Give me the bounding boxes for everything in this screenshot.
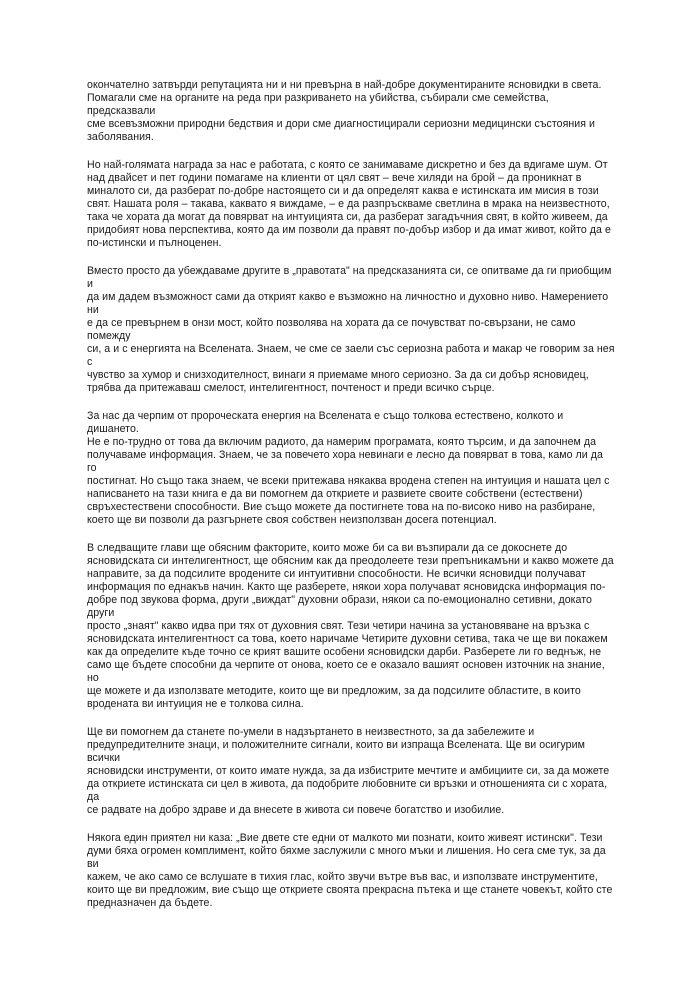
page-body [87,79,615,925]
paragraph-1: окончателно затвърди репутацията ни и ни превърна в най-добре документираните ясновидки в света. Помагали сме на органите на реда при разкриването на убийства, събирали сме семейства, предсказвали сме всевъзможни природни бедствия и дори сме диагностицирали сериозни медицински състояния и заболявания. [87,79,602,143]
paragraph-6: Ще ви помогнем да станете по-умели в надзъртането в неизвестното, за да забележите и предупредителните знаци, и положителните сигнали, които ви изпраща Вселената. Ще ви осигурим всички ясновидски инструменти, от които имате нужда, за да избистрите мечтите и амбициите си, за да можете да откриете истинската си цел в живота, да подобрите любовните си връзки и отношенията си с хората, да се радвате на добро здраве и да внесете в живота си повече богатство и изобилие. [87,726,610,816]
paragraph-7: Някога един приятел ни каза: „Вие двете сте едни от малкото ми познати, които живеят истински". Тези думи бяха огромен комплимент, който бяхме заслужили с много мъки и лишения. Но сега сме тук, за да ви кажем, че ако само се вслушате в тихия глас, който звучи вътре във вас, и използвате инструментите, които ще ви предложим, вие също ще откриете своята прекрасна пътека и ще станете човекът, който сте предназначен да бъдете. [87,832,613,909]
paragraph-2: Но най-голямата награда за нас е работата, с която се занимаваме дискретно и без да вдигаме шум. От над двайсет и пет години помагаме на клиенти от цял свят – вече хиляди на брой – да проникнат в миналото си, да разберат по-добре настоящето си и да определят каква е истинската им мисия в този свят. Нашата роля – такава, каквато я виждаме, – е да разпръскваме светлина в мрака на неизвестното, така че хората да могат да повярват на интуицията си, да разберат загадъчния свят, в който живеем, да придобият нова перспектива, която да им позволи да правят по-добър избор и да имат живот, който да е по-истински и пълноценен. [87,159,611,249]
paragraph-3: Вместо просто да убеждаваме другите в „правотата" на предсказанията си, се опитваме да ги приобщим и да им дадем възможност сами да открият какво е възможно на личностно и духовно ниво. Намерението ни е да се превърнем в онзи мост, който позволява на хората да се почувстват по-свързани, не само помежду си, а и с енергията на Вселената. Знаем, че сме се заели със сериозна работа и макар че говорим за нея с чувство за хумор и снизходителност, винаги я приемаме много сериозно. За да си добър ясновидец, трябва да притежаваш смелост, интелигентност, почтеност и преди всичко сърце. [87,265,615,394]
paragraph-4: За нас да черпим от пророческата енергия на Вселената е също толкова естествено, колкото и дишането. Не е по-трудно от това да включим радиото, да намерим програмата, която търсим, и да започнем да получаваме информация. Знаем, че за повечето хора невинаги е лесно да повярват в това, камо ли да го постигнат. Но също така знаем, че всеки притежава някаква вродена степен на интуиция и нашата цел с написването на тази книга е да ви помогнем да откриете и развиете своите собствени (естествени) свръхестествени способности. Вие също можете да постигнете това на по-високо ниво на разбиране, което ще ви позволи да разгърнете своя собствен неизползван досега потенциал. [87,410,610,526]
paragraph-5: В следващите глави ще обясним факторите, които може би са ви възпирали да се докоснете до ясновидската си интелигентност, ще обясним как да преодолеете тези препъникамъни и какво можете да направите, за да подсилите вродените си интуитивни способности. Не всички ясновидци получават информация по еднакъв начин. Както ще разберете, някои хора получават ясновидска информация по- добре под звукова форма, други „виждат" духовни образи, някои са по-емоционално сетивни, докато други просто „знаят" какво идва при тях от духовния свят. Тези четири начина за установяване на връзка с ясновидската интелигентност са това, което наричаме Четирите духовни сетива, така че ще ви покажем как да определите къде точно се крият вашите особени ясновидски дарби. Разберете ли го веднъж, не само ще бъдете способни да черпите от онова, което се е оказало вашият основен източник на знание, но ще можете и да използвате методите, които ще ви предложим, за да подсилите областите, в които вродената ви интуиция не е толкова силна. [87,542,614,710]
